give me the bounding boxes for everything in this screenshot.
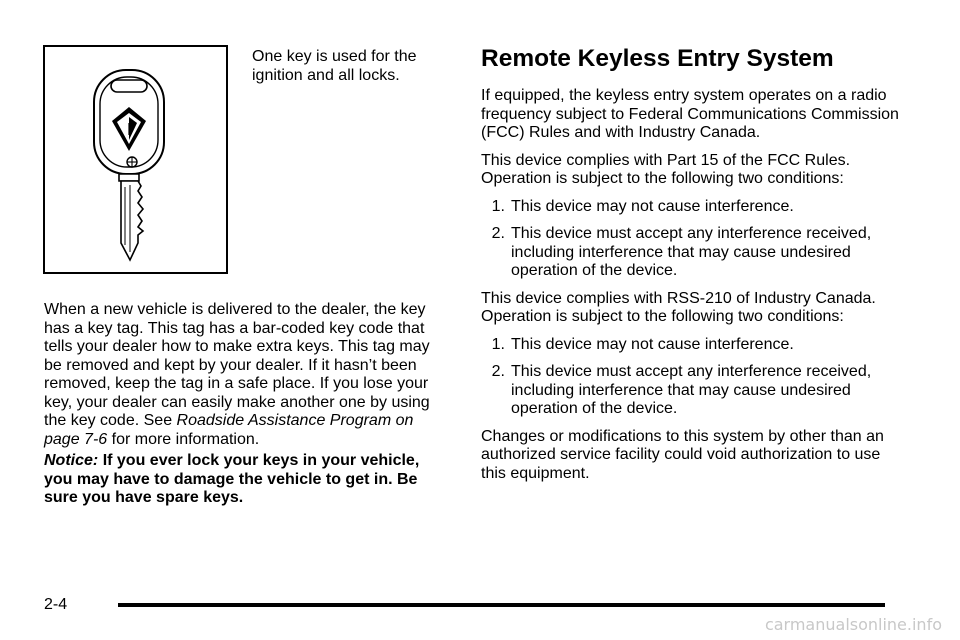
rss-paragraph: This device complies with RSS-210 of Industry Canada. Operation is subject to the following two conditions: [481,289,876,325]
intro-paragraph: If equipped, the keyless entry system operates on a radio frequency subject to Federal Communications Commission (FCC) Rules and with Industry Canada. [481,87,899,141]
watermark: carmanualsonline.info [764,615,942,634]
roadside-assistance-link[interactable]: Roadside Assistance Program on page 7-6 [44,412,414,448]
key-tag-text: When a new vehicle is delivered to the dealer, the key has a key tag. This tag has a bar-coded key code that tells your dealer how to make extra keys. This tag may be removed and kept by your dealer. If it hasn’t been removed, keep the tag in a safe place. If you lose your key, your dealer can easily make another one by using the key code. See [44,301,430,429]
list-number: 2. [491,225,505,242]
notice-label: Notice: [44,452,99,469]
key-caption: One key is used for the ignition and all locks. [252,48,417,84]
fcc-conditions-list [481,198,901,281]
notice-paragraph [44,452,444,508]
changes-paragraph: Changes or modifications to this system by other than an authorized service facility could void authorization to use this equipment. [481,427,884,482]
page-number: 2-4 [44,596,68,613]
list-item [481,198,901,217]
key-illustration [43,45,228,274]
list-item [481,336,901,355]
key-tag-paragraph [44,301,444,449]
list-number: 1. [491,335,505,353]
fcc-paragraph: This device complies with Part 15 of the FCC Rules. Operation is subject to the following two conditions: [481,151,851,187]
list-text: This device may not cause interference. [511,335,794,353]
list-number: 2. [491,363,505,380]
keyless-entry-section [481,87,901,492]
list-number: 1. [491,197,505,215]
notice-text: If you ever lock your keys in your vehicle, you may have to damage the vehicle to get in. Be sure you have spare keys. [44,452,420,506]
list-item [481,225,901,281]
key-tag-tail: for more information. [107,430,260,448]
footer-divider [118,603,885,607]
key-icon [45,47,226,272]
section-title: Remote Keyless Entry System [481,45,834,72]
rss-conditions-list [481,336,901,419]
list-text: This device must accept any interference received, including interference that may cause undesired operation of the device. [511,225,872,279]
list-text: This device must accept any interference received, including interference that may cause undesired operation of the device. [511,363,872,417]
list-text: This device may not cause interference. [511,197,794,215]
list-item [481,363,901,419]
